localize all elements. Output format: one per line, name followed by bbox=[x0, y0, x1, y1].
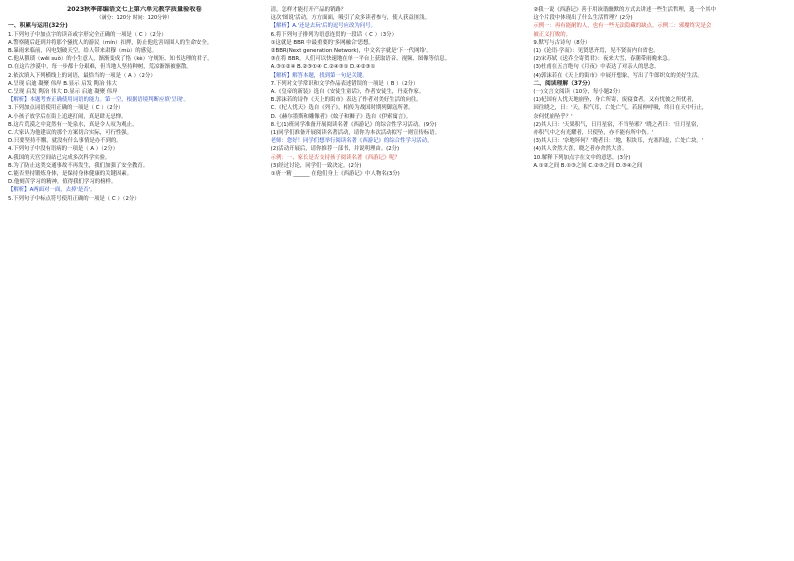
column-middle bbox=[271, 6, 524, 555]
explanation-line: 【解析】本题考查正确使用词语的能力。第一空，根据语境判断应填'呈现'。 bbox=[8, 97, 189, 104]
explanation-line: 【解析】A.'还是去玩'后的逗号应改为问号。 bbox=[270, 23, 376, 30]
text-line: C.他从猥琐（wěi suǒ）的小生意人，渐渐变成了恪（kè）守规矩、知书达理的君子。 bbox=[8, 56, 213, 63]
text-line: D.在这片沙漠中，每一步都十分艰难，但当地人坚持种树，荒凉渐渐被驱散。 bbox=[8, 64, 192, 71]
text-line: A.①②之间 B.①③之间 C.②③之间 D.③④之间 bbox=[533, 162, 643, 169]
answer-line: 老师：您好！同学们想举行阅读名著《西游记》的综合性学习活动。 bbox=[270, 138, 433, 145]
text-line: (4)其人舍然大喜，晓之者亦舍然大喜。 bbox=[533, 146, 628, 153]
text-line: D.只要坚持不懈，就没有什么事情是办不到的。 bbox=[8, 138, 122, 145]
column-right bbox=[533, 6, 786, 555]
text-line: (1)《论语·学而》：见贤思齐焉，见不贤而内自省也。 bbox=[533, 48, 659, 55]
answer-line: 被正义打败的。 bbox=[533, 31, 572, 38]
text-line: (1)同学们准备开展阅读名著活动，请你为本次活动拟写一则宣传标语。 bbox=[270, 130, 441, 137]
section-heading: 二、阅读理解（37分） bbox=[533, 80, 594, 87]
text-line: (3)经过讨论，同学们一致决定。(2分) bbox=[270, 162, 362, 169]
text-line: 亦积气中之有光耀者，只使坠，亦不能有所中伤。' bbox=[533, 130, 654, 137]
explanation-line: 【解析】A两面对一面，去掉'是否'。 bbox=[8, 187, 96, 194]
answer-line: 示例：一、家长是否支持孩子阅读名著《西游记》呢？ bbox=[270, 154, 401, 161]
column-left bbox=[8, 6, 261, 555]
text-line: (2)其人曰：'天果积气，日月星宿，不当坠邪？'晓之者曰：'日月星宿， bbox=[533, 121, 702, 128]
text-line: (3)其人曰：'奈地坏何？'晓者曰：'地，积块耳，充塞四虚，亡处亡块。' bbox=[533, 138, 704, 145]
text-line: (1)杞国有人忧天地崩坠，身亡所寄，废寝食者。又有忧彼之所忧者， bbox=[533, 97, 698, 104]
exam-title: 2023秋季部编语文七上第六单元教学质量验收卷 bbox=[66, 6, 202, 13]
text-line: B.为了防止这类交通事故不再发生，我们加强了安全教育。 bbox=[8, 162, 149, 169]
text-line: C.《杞人忧天》选自《列子》，相传为战国时期列御寇所著。 bbox=[270, 105, 414, 112]
explanation-line: 【解析】解答本题，找到第一句是关键。 bbox=[270, 72, 368, 79]
text-line: 2.依次填入下列横线上的词语，最恰当的一项是（ A ）（2分） bbox=[8, 72, 156, 79]
text-line: (4)郭沫若在《天上的街市》中展开想象，写出了牛郎织女的美好生活。 bbox=[533, 72, 703, 79]
exam-meta: （满分：120分 时间：120分钟） bbox=[96, 15, 173, 22]
text-line: 7.下列对文学常识和文学作品表述错误的一项是（ B ）（2分） bbox=[270, 80, 419, 87]
text-line: ③在将 BBR，人们可以快速地在单一平台上获取语音、视频、图像等信息。 bbox=[270, 56, 451, 63]
text-line: 这个片段中体现出了什么生活哲理？(2分) bbox=[533, 15, 633, 22]
text-line: D.他刻苦学习的精神，值得我们学习的榜样。 bbox=[8, 179, 117, 186]
text-line: (2)宋苏轼《送乔仝寄贺君》：夜来大雪，春潮带雨晚来急。 bbox=[533, 56, 674, 63]
text-line: C.能否坚持锻炼身体，是保持身体健康的关键因素。 bbox=[8, 171, 133, 178]
text-line: A.警察随后赶到并将那个骚扰人的游民（mín）扣押，防止他危害周围人的生命安全。 bbox=[8, 39, 213, 46]
text-line: C.大家认为他建议的那个方案切合实际，可行性强。 bbox=[8, 130, 133, 137]
text-line: C.呈现 启发 陶冶 伟大 D.显示 启迪 凝聚 伟岸 bbox=[8, 89, 118, 96]
text-line: ①这就是 BBR 中最重要的'多网融合'思想。 bbox=[270, 39, 374, 46]
text-line: 清，怎样才能打开产品的销路？ bbox=[270, 7, 347, 13]
text-line: A.我国的天宫空间站已完成多次科学实验。 bbox=[8, 154, 111, 161]
text-line: ①唐一精 ______ 在他们身上《西游记》中人物名(3分) bbox=[270, 171, 400, 178]
text-line: A.小孩子放学后在街上追逐打闹，真是肆无忌惮。 bbox=[8, 113, 127, 120]
answer-line: 示例一：再有能耐的人，也有一些无法隐藏的缺点。示例二：邪魔终究是会 bbox=[533, 23, 712, 30]
text-line: B.郭沫若的诗作《天上的街市》表达了作者对美好生活的向往。 bbox=[270, 97, 422, 104]
text-line: 10.解释下列加点字在文中的意思。(3分) bbox=[533, 154, 631, 161]
section-heading: 一、积累与运用(32分) bbox=[8, 23, 68, 30]
text-line: A.③①②④ B.②③①④ C.②④③① D.④②③① bbox=[270, 64, 376, 71]
text-line: 3.下列加点词语使用正确的一项是（ C ）（2分） bbox=[8, 105, 124, 112]
text-line: A.呈现 启迪 凝聚 伟岸 B.显示 启发 陶冶 伟大 bbox=[8, 80, 117, 87]
text-line: (一)文言文阅读（10分，每小题2分） bbox=[533, 89, 624, 96]
text-line: 因往晓之，曰：'天，积气耳，亡处亡气。若屈伸呼吸，终日在天中行止， bbox=[533, 105, 708, 112]
text-line: 1.下列句子中加点字的读音或字形完全正确的一项是（ C ）（2分） bbox=[8, 31, 167, 38]
text-line: (2)活动开展后，请你推荐一部书，并说明理由。(2分) bbox=[270, 146, 400, 153]
text-line: 4.下列句子中没有语病的一项是（ A ）（2分） bbox=[8, 146, 119, 153]
text-line: ②BBR(Next generation Network)，中文名字就是'下一代网络'。 bbox=[270, 48, 432, 55]
text-line: A.《皇帝的新装》选自《安徒生童话》，作者安徒生，丹麦作家。 bbox=[270, 89, 425, 96]
text-line: B.暴雨来临前，闪电划破天空，给人带来肃穆（mù）的感觉。 bbox=[8, 48, 157, 55]
text-line: 9.默写与古诗句（8分） bbox=[533, 39, 591, 46]
text-line: (3)杜甫在五言绝句《月夜》中表达了对亲人的思念。 bbox=[533, 64, 660, 71]
text-line: 5.下列句子中标点符号使用正确的一项是（ C ）（2分） bbox=[8, 195, 140, 202]
text-line: 6.将下列句子排列为语意连贯的一段话（ C ）（3分） bbox=[270, 31, 397, 38]
text-line: 奈何忧崩坠乎？' bbox=[533, 113, 573, 120]
text-line: 这次'图说'活动，方方面面，吸引了众多读者参与，使人获益匪浅。 bbox=[270, 15, 430, 22]
text-line: B.这片荒漠之中竟然有一处泉水，真是令人叹为观止。 bbox=[8, 121, 138, 128]
text-line: ②我一说《西游记》善于用诙谐幽默的方式去讲述一些生活哲理，选一个其中 bbox=[533, 7, 717, 13]
text-line: 8.七(1)班同学准备开展阅读名著《西游记》的综合性学习活动。(9分) bbox=[270, 121, 437, 128]
text-line: D.《赫尔墨斯和雕像者》《蚊子和狮子》选自《伊索寓言》。 bbox=[270, 113, 412, 120]
